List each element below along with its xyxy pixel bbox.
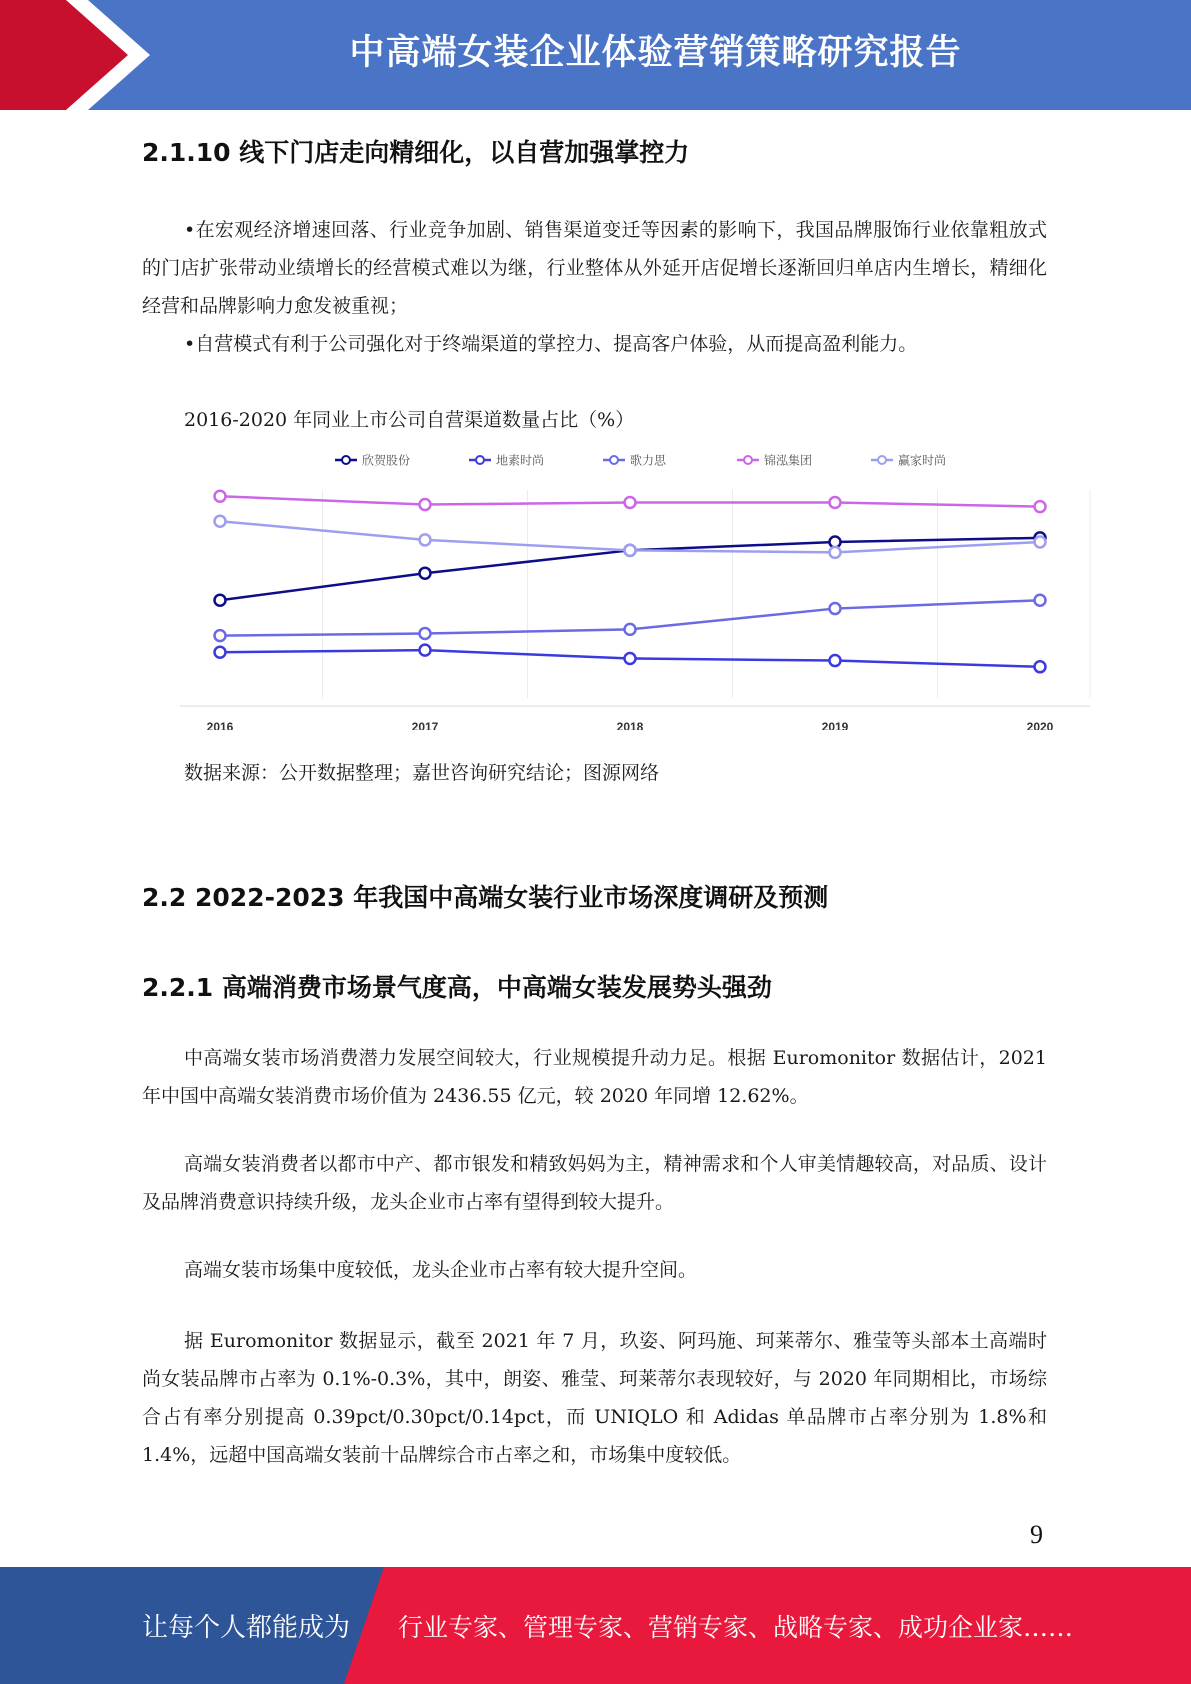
page-footer: [0, 1567, 1191, 1684]
chart-caption: 2016-2020 年同业上市公司自营渠道数量占比（%）: [184, 409, 635, 431]
section-heading-2-2-1: 2.2.1 高端消费市场景气度高，中高端女装发展势头强劲: [142, 973, 772, 1002]
x-tick-label: 2018: [616, 720, 644, 730]
x-tick-label: 2016: [206, 720, 234, 730]
line-chart-svg: [180, 440, 1100, 730]
data-point: [1035, 595, 1046, 606]
paragraph-text: 高端女装消费者以都市中产、都市银发和精致妈妈为主，精神需求和个人审美情趣较高，对品质、设计及品牌消费意识持续升级，龙头企业市占率有望得到较大提升。: [142, 1153, 1047, 1213]
data-point: [830, 497, 841, 508]
data-point: [830, 655, 841, 666]
x-tick-label: 2020: [1026, 720, 1054, 730]
legend-label: 赢家时尚: [898, 453, 947, 468]
data-point: [625, 497, 636, 508]
legend-label: 锦泓集团: [764, 453, 813, 468]
self-operated-channel-chart: [180, 440, 1100, 730]
data-point: [1035, 501, 1046, 512]
data-point: [215, 647, 226, 658]
legend-marker: [610, 456, 618, 464]
legend-marker: [878, 456, 886, 464]
data-point: [830, 547, 841, 558]
paragraph-text: 据 Euromonitor 数据显示，截至 2021 年 7 月，玖姿、阿玛施、珂莱蒂尔、雅莹等头部本土高端时尚女装品牌市占率为 0.1%-0.3%，其中，朗姿、雅莹、珂莱蒂尔表现较好，与 2020 年同期相比，市场综合占有率分别提高 0.39pct/0.30pct/0.14pct，而 UNIQLO 和 Adidas 单品牌市占率分别为 1.8%和 1.4%，远超中国高端女装前十品牌综合市占率之和，市场集中度较低。: [142, 1330, 1047, 1466]
data-point: [215, 595, 226, 606]
legend-marker: [744, 456, 752, 464]
bullet-item: •自营模式有利于公司强化对于终端渠道的掌控力、提高客户体验，从而提高盈利能力。: [184, 333, 918, 355]
legend-label: 歌力思: [630, 453, 667, 468]
legend-marker: [342, 456, 350, 464]
section-heading-2-1-10: 2.1.10 线下门店走向精细化，以自营加强掌控力: [142, 138, 690, 167]
data-point: [625, 653, 636, 664]
legend-marker: [476, 456, 484, 464]
data-point: [215, 630, 226, 641]
section-heading-2-2: 2.2 2022-2023 年我国中高端女装行业市场深度调研及预测: [142, 883, 829, 912]
report-title: 中高端女装企业体验营销策略研究报告: [349, 33, 962, 73]
bullet-item: •在宏观经济增速回落、行业竞争加剧、销售渠道变迁等因素的影响下，我国品牌服饰行业依靠粗放式的门店扩张带动业绩增长的经营模式难以为继，行业整体从外延开店促增长逐渐回归单店内生增长，精细化经营和品牌影响力愈发被重视；: [142, 219, 1047, 317]
paragraph: [142, 1145, 1047, 1221]
data-point: [215, 516, 226, 527]
data-point: [420, 499, 431, 510]
paragraph: [142, 1251, 1047, 1289]
data-point: [830, 603, 841, 614]
x-tick-label: 2019: [821, 720, 849, 730]
data-point: [420, 568, 431, 579]
paragraph-text: 中高端女装市场消费潜力发展空间较大，行业规模提升动力足。根据 Euromonitor 数据估计，2021 年中国中高端女装消费市场价值为 2436.55 亿元，较 2020 年同增 12.62%。: [142, 1047, 1047, 1107]
footer-slogan-right: 行业专家、管理专家、营销专家、战略专家、成功企业家……: [398, 1613, 1074, 1642]
legend-label: 欣贺股份: [362, 453, 411, 468]
data-point: [625, 624, 636, 635]
data-point: [420, 628, 431, 639]
data-point: [420, 645, 431, 656]
paragraph: [142, 1322, 1047, 1474]
data-point: [420, 534, 431, 545]
header-chevron-decoration: [0, 0, 160, 110]
data-source-note: 数据来源：公开数据整理；嘉世咨询研究结论；图源网络: [184, 762, 660, 784]
x-tick-label: 2017: [411, 720, 439, 730]
data-point: [1035, 537, 1046, 548]
page-number: 9: [1030, 1520, 1043, 1549]
bullet-list: [142, 211, 1047, 363]
footer-slogan-left: 让每个人都能成为: [142, 1613, 351, 1643]
paragraph-text: 高端女装市场集中度较低，龙头企业市占率有较大提升空间。: [184, 1259, 698, 1281]
page-header: [0, 0, 1191, 110]
paragraph: [142, 1039, 1047, 1115]
data-point: [625, 545, 636, 556]
data-point: [215, 491, 226, 502]
legend-label: 地素时尚: [496, 453, 545, 468]
data-point: [1035, 661, 1046, 672]
